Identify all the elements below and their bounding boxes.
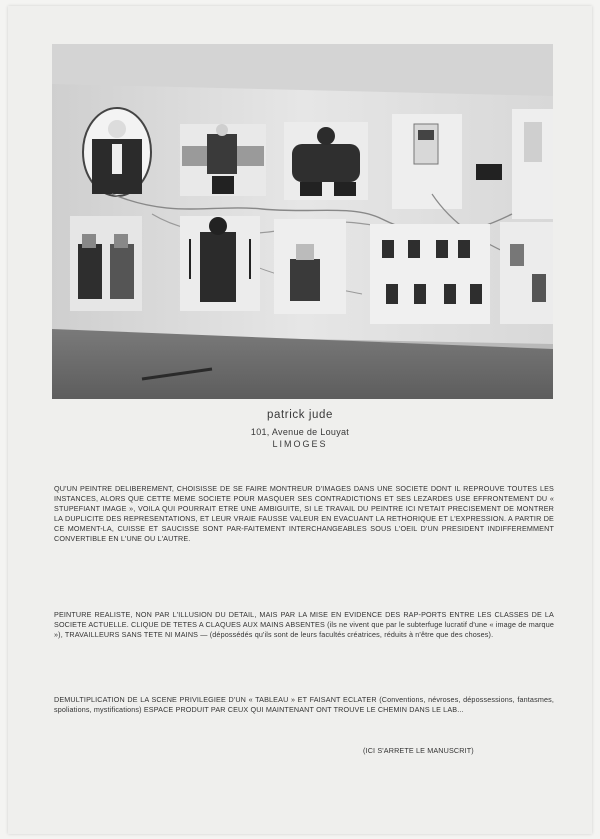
paragraph-1: QU'UN PEINTRE DELIBEREMENT, CHOISISSE DE SE FAIRE MONTREUR D'IMAGES DANS UNE SOCIETE DONT IL REPROUVE TOUTES LES INSTANCES, ALORS QUE CETTE MEME SOCIETE POUR MASQUER SES CONTRADICTIONS ET SES LEZARDES USE EFFRONTEMENT DU « STUPEFIANT IMAGE », VOILA QUI POURRAIT ETRE UNE AMBIGUITE, SI LE TRAVAIL DU PEINTRE ICI N'ETAIT PRECISEMENT DE MONTRER LA DUPLICITE DES REPRESENTATIONS, ET LEUR VRAIE FAUSSE VALEUR EN EVACUANT LA RETHORIQUE ET L'EXPRESSION. A PARTIR DE CE MOMENT-LA, CUISSE ET SAUCISSE SONT PAR-FAITEMENT INTERCHANGEABLES SOUS L'OEIL D'UN PRESIDENT INDIFFEREMMENT CONVERTIBLE EN L'UNE OU L'AUTRE. [54, 484, 554, 544]
signoff: (ICI S'ARRETE LE MANUSCRIT) [363, 746, 474, 755]
exhibition-photo-image [52, 44, 553, 399]
poster-sheet [8, 6, 592, 834]
paragraph-3: DEMULTIPLICATION DE LA SCENE PRIVILEGIEE D'UN « TABLEAU » ET FAISANT ECLATER (Conventions, névroses, dépossessions, fantasmes, spoliations, mystifications) ESPACE PRODUIT PAR CEUX QUI MAINTENANT ONT TROUVE LE CHEMIN DANS LE LAB... [54, 695, 554, 715]
paragraph-2: PEINTURE REALISTE, NON PAR L'ILLUSION DU DETAIL, MAIS PAR LA MISE EN EVIDENCE DES RAP-PORTS ENTRE LES CLASSES DE LA SOCIETE ACTUELLE. CLIQUE DE TETES A CLAQUES AUX MAINS ABSENTES (ils ne vivent que par le subterfuge lucratif d'une « image de marque »), TRAVAILLEURS SANS TETE NI MAINS — (dépossédés qu'ils sont de leurs facultés créatrices, réduits à n'être que des choses). [54, 610, 554, 640]
exhibition-photo [52, 44, 553, 399]
artist-city: LIMOGES [272, 439, 328, 449]
artist-address: 101, Avenue de Louyat [250, 427, 350, 437]
artist-name: patrick jude [266, 409, 333, 421]
